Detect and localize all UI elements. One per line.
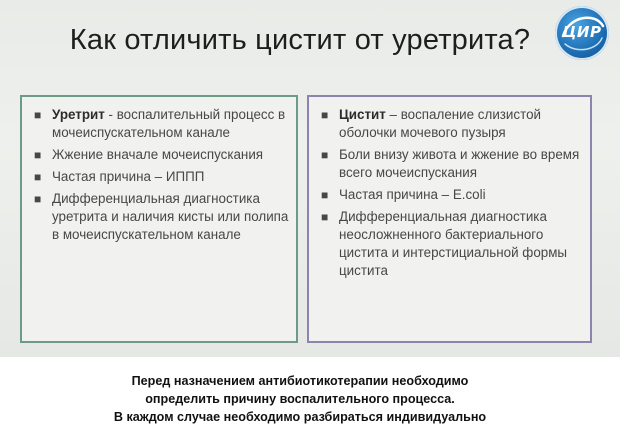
square-bullet-icon: ■	[34, 170, 42, 184]
list-item	[32, 106, 290, 142]
cystitis-panel	[307, 95, 592, 343]
list-item	[319, 208, 584, 280]
square-bullet-icon: ■	[321, 188, 329, 202]
list-item	[32, 168, 290, 186]
caption-line: определить причину воспалительного процесса.	[145, 392, 455, 406]
caption-line: Перед назначением антибиотикотерапии необходимо	[131, 374, 469, 388]
list-item-text: Дифференциальная диагностика неосложненного бактериального цистита и интерстициальной формы цистита	[339, 209, 568, 278]
list-item-text: Жжение вначале мочеиспускания	[52, 147, 264, 162]
list-item-text: Частая причина – E.coli	[339, 187, 486, 202]
caption-line: В каждом случае необходимо разбираться индивидуально	[113, 410, 487, 424]
square-bullet-icon: ■	[321, 148, 329, 162]
square-bullet-icon: ■	[34, 192, 42, 206]
list-item-text: – воспаление слизистой оболочки мочевого пузыря	[339, 107, 542, 140]
slide-title: Как отличить цистит от уретрита?	[69, 24, 531, 56]
cystitis-list	[309, 97, 590, 280]
clinic-logo-icon	[555, 6, 609, 60]
list-item	[32, 146, 290, 164]
square-bullet-icon: ■	[321, 108, 329, 122]
list-item-text: - воспалительный процесс в мочеиспускательном канале	[52, 107, 286, 140]
list-item-text: Дифференциальная диагностика уретрита и наличия кисты или полипа в мочеиспускательном канале	[52, 191, 289, 242]
urethritis-list	[22, 97, 296, 244]
list-item-term: Уретрит	[52, 107, 105, 122]
square-bullet-icon: ■	[34, 108, 42, 122]
list-item-text: Частая причина – ИППП	[52, 169, 205, 184]
caption-text	[0, 372, 600, 426]
list-item	[319, 146, 584, 182]
list-item	[32, 190, 290, 244]
list-item-term: Цистит	[339, 107, 386, 122]
square-bullet-icon: ■	[321, 210, 329, 224]
list-item	[319, 106, 584, 142]
list-item-text: Боли внизу живота и жжение во время всего мочеиспускания	[339, 147, 580, 180]
list-item	[319, 186, 584, 204]
urethritis-panel	[20, 95, 298, 343]
logo-text: ЦИР	[562, 23, 602, 41]
square-bullet-icon: ■	[34, 148, 42, 162]
